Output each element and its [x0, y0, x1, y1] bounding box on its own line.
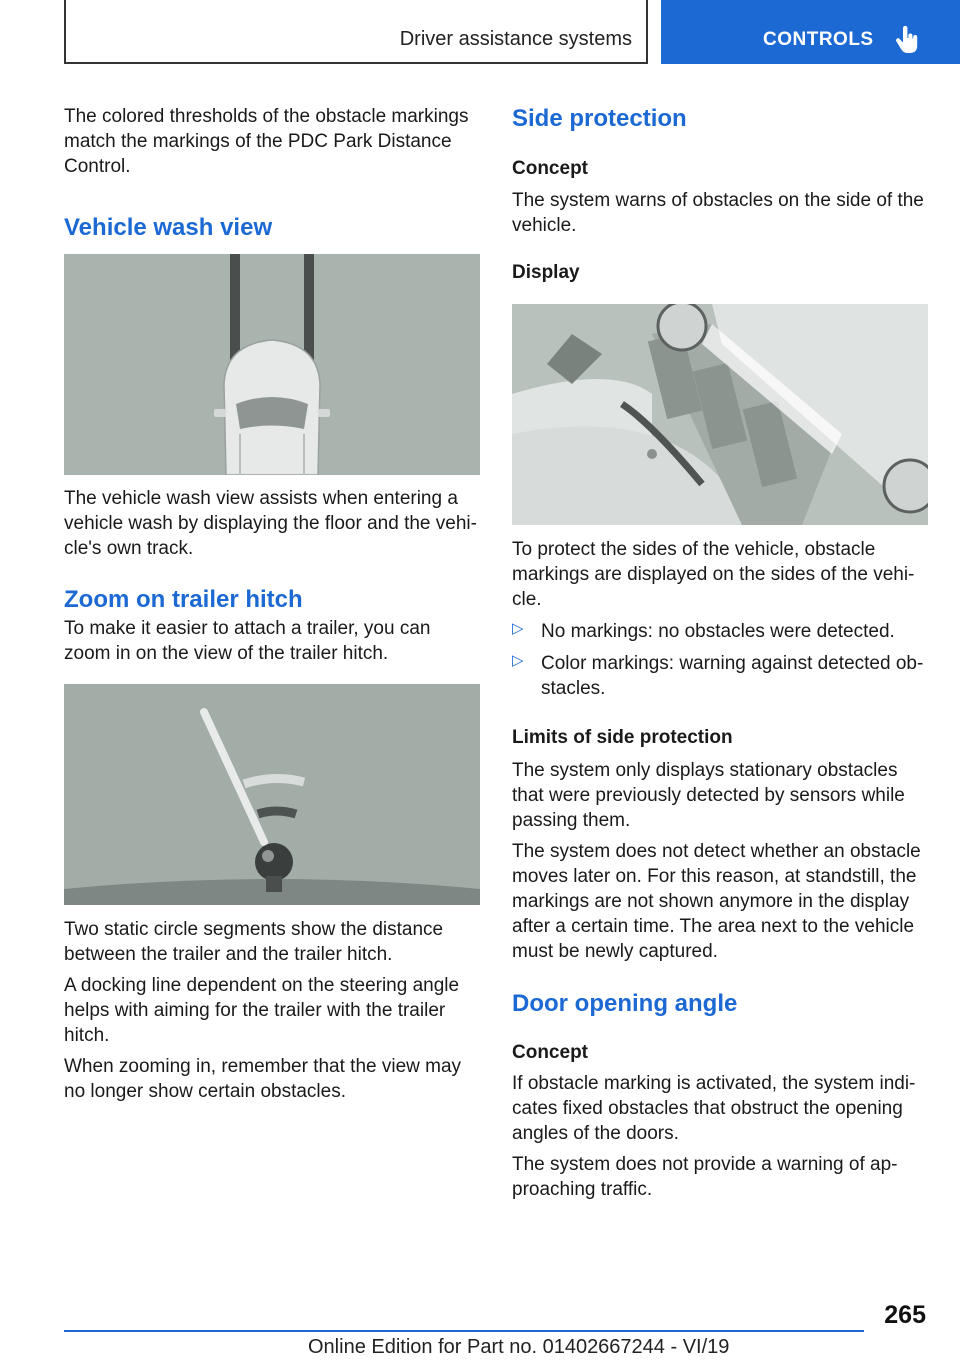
list-item [512, 651, 928, 701]
door-text-2: The system does not provide a warning of ap‐proaching traffic. [512, 1154, 898, 1200]
display-subheading: Display [512, 262, 580, 283]
zoom-warning-text: When zooming in, remember that the view may no longer show certain obstacles. [64, 1056, 462, 1102]
trailer-hitch-heading: Zoom on trailer hitch [64, 586, 303, 613]
footer-rule [64, 1330, 864, 1332]
side-protection-illustration [512, 304, 928, 525]
limits-text-1: The system only displays stationary obstacles that were previously detected by sensors while passing them. [512, 760, 905, 831]
limits-text-2: The system does not detect whether an obstacle moves later on. For this reason, at standstill, the markings are not shown anymore in the display after a certain time. The area next to the vehicle must be newly captured. [512, 841, 921, 962]
door-concept-subheading: Concept [512, 1042, 588, 1063]
chapter-tab-label: CONTROLS [763, 29, 874, 50]
side-protection-figure [512, 304, 928, 525]
triangle-bullet-icon: ▷ [512, 620, 524, 637]
edition-footer: Online Edition for Part no. 01402667244 - VI/19 [308, 1336, 730, 1358]
trailer-hitch-intro: To make it easier to attach a trailer, you can zoom in on the view of the trailer hitch. [64, 618, 431, 664]
door-opening-heading: Door opening angle [512, 990, 738, 1017]
docking-line-text: A docking line dependent on the steering angle helps with aiming for the trailer with the trailer hitch. [64, 975, 460, 1046]
circle-segments-text: Two static circle segments show the distance between the trailer and the trailer hitch. [64, 919, 444, 965]
page-number: 265 [884, 1301, 926, 1329]
pointing-hand-icon [895, 26, 921, 54]
vehicle-wash-text: The vehicle wash view assists when entering a vehicle wash by displaying the floor and the vehi‐cle's own track. [64, 488, 477, 559]
vehicle-wash-illustration [64, 254, 480, 475]
door-text-1: If obstacle marking is activated, the system indi‐cates fixed obstacles that obstruct the opening angles of the doors. [512, 1073, 916, 1144]
chapter-tab[interactable] [661, 0, 960, 64]
concept-text: The system warns of obstacles on the side of the vehicle. [512, 190, 924, 236]
section-title: Driver assistance systems [399, 28, 632, 50]
side-protection-heading: Side protection [512, 105, 687, 132]
bullet-text: Color markings: warning against detected ob‐stacles. [541, 653, 924, 699]
trailer-hitch-figure [64, 684, 480, 905]
left-column [64, 104, 480, 1104]
vehicle-wash-heading: Vehicle wash view [64, 214, 273, 241]
list-item [512, 619, 928, 644]
trailer-hitch-illustration [64, 684, 480, 905]
bullet-text: No markings: no obstacles were detected. [541, 621, 895, 642]
vehicle-wash-figure [64, 254, 480, 475]
display-text: To protect the sides of the vehicle, obstacle markings are displayed on the sides of the vehi‐cle. [512, 539, 915, 610]
concept-subheading: Concept [512, 158, 588, 179]
intro-paragraph: The colored thresholds of the obstacle markings match the markings of the PDC Park Distance Control. [64, 106, 469, 177]
triangle-bullet-icon: ▷ [512, 652, 524, 669]
limits-subheading: Limits of side protection [512, 727, 733, 748]
right-column [512, 104, 928, 1202]
